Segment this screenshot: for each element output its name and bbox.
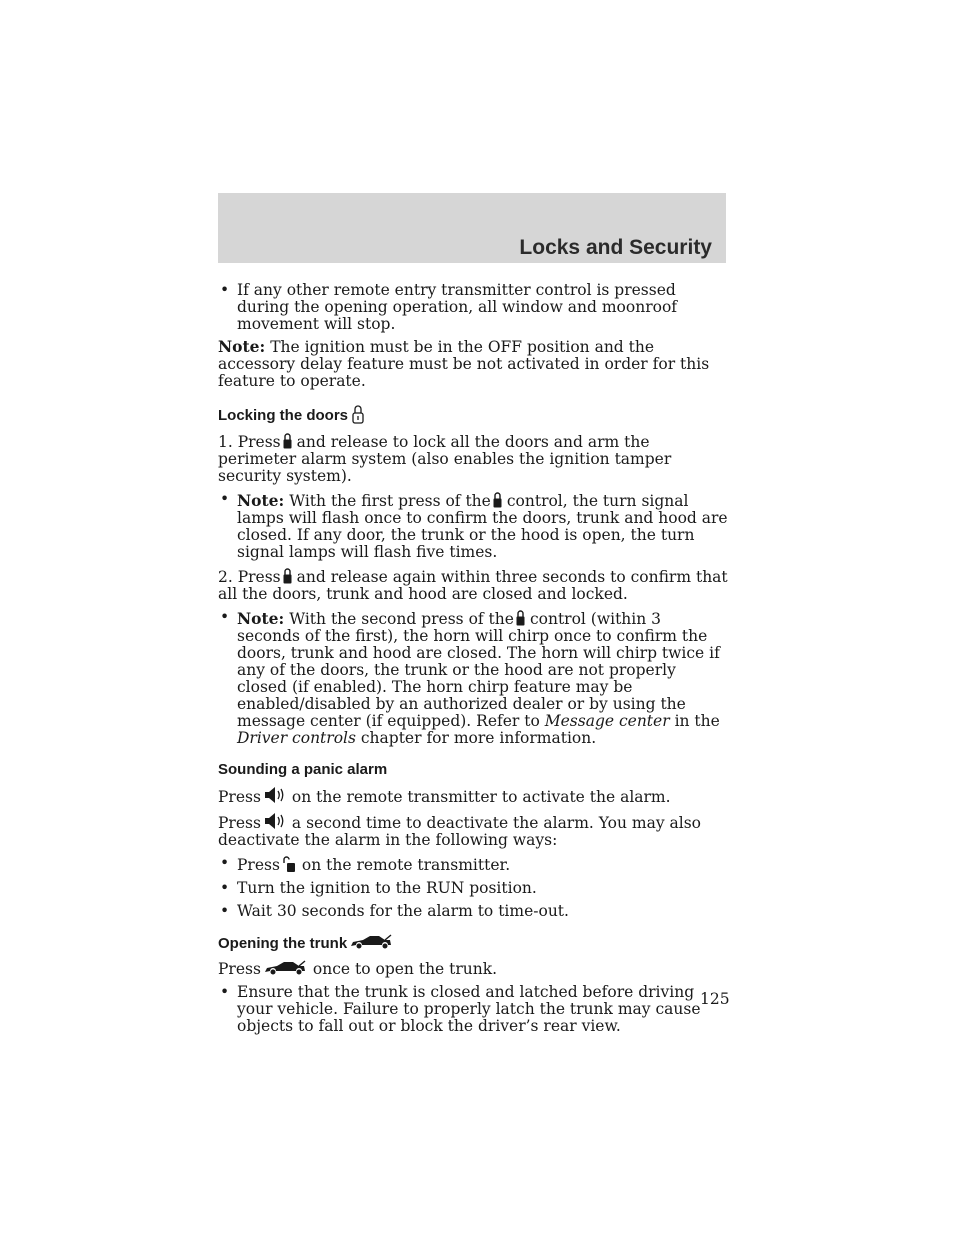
bullet-dot: • — [220, 983, 230, 1001]
trunk-line: Press once to open the trunk. — [218, 960, 498, 978]
note-label: Note: — [237, 609, 285, 628]
message-center-reference: Message center — [544, 712, 670, 730]
intro-bullet: • If any other remote entry transmitter control is pressed during the opening operation, all window and moonroof movement will stop. — [220, 281, 678, 333]
bullet-dot: • — [220, 854, 230, 872]
note-label: Note: — [237, 491, 285, 510]
note-label: Note: — [218, 337, 266, 356]
locking-note-1: • Note: With the first press of the control, the turn signal lamps will flash once to confirm the doors, trunk and hood are closed. If any door, the trunk or the hood is open, the turn signal lamps will flash five times. — [220, 490, 728, 561]
trunk-heading: Opening the trunk — [218, 934, 728, 952]
bullet-dot: • — [220, 281, 230, 299]
unlock-icon — [282, 855, 296, 872]
page-content — [218, 282, 728, 1035]
horn-icon — [264, 786, 286, 804]
page-number: 125 — [700, 990, 730, 1008]
panic-line-1: Press on the remote transmitter to activate the alarm. — [218, 788, 671, 806]
section-title: Locks and Security — [519, 236, 712, 259]
locking-step-2: 2. Press and release again within three seconds to confirm that all the doors, trunk and hood are closed and locked. — [218, 568, 728, 603]
lock-icon — [283, 432, 292, 449]
bullet-dot: • — [220, 608, 230, 626]
locking-note-2: • Note: With the second press of the control (within 3 seconds of the first), the horn will chirp once to confirm the doors, trunk and hood are closed. The horn will chirp twice if any of the doors, the trunk or the hood are not properly closed (if enabled). The horn chirp feature may be enabled/disabled by an authorized dealer or by using the message center (if equipped). Refer to Message center in the Driver controls chapter for more information. — [220, 608, 720, 747]
lock-outline-icon — [352, 404, 364, 424]
locking-step-1: 1. Press and release to lock all the doors and arm the perimeter alarm system (also enables the ignition tamper security system). — [218, 433, 672, 485]
lock-icon — [283, 567, 292, 584]
lock-icon — [493, 491, 502, 508]
panic-bullet-2: • Turn the ignition to the RUN position. — [220, 879, 537, 897]
intro-note: Note: The ignition must be in the OFF position and the accessory delay feature must be not activated in order for this feature to operate. — [218, 337, 710, 390]
trunk-bullet: • Ensure that the trunk is closed and latched before driving your vehicle. Failure to properly latch the trunk may cause objects to fall out or block the driver’s rear view. — [220, 983, 701, 1035]
section-header-bar — [218, 193, 726, 263]
panic-bullet-3: • Wait 30 seconds for the alarm to time-out. — [220, 902, 569, 920]
car-trunk-icon — [349, 934, 393, 950]
panic-line-2: Press a second time to deactivate the alarm. You may also deactivate the alarm in the following ways: — [218, 814, 702, 849]
bullet-dot: • — [220, 490, 230, 508]
horn-icon — [264, 812, 286, 830]
bullet-dot: • — [220, 879, 230, 897]
driver-controls-reference: Driver controls — [237, 729, 356, 747]
panic-heading: Sounding a panic alarm — [218, 761, 388, 778]
car-trunk-icon — [263, 960, 307, 976]
lock-icon — [516, 609, 525, 626]
panic-bullet-1: • Press on the remote transmitter. — [220, 854, 511, 874]
locking-heading: Locking the doors — [218, 404, 728, 424]
bullet-dot: • — [220, 902, 230, 920]
